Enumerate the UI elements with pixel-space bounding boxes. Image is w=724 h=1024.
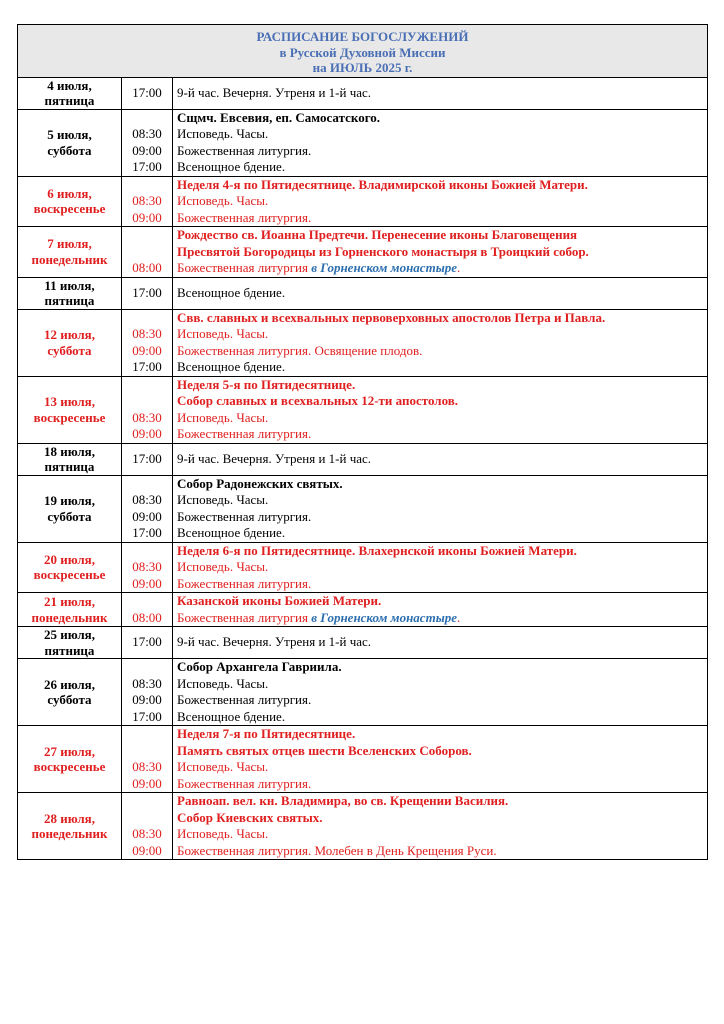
service-line: Исповедь. Часы.	[177, 409, 269, 425]
feast-title: Память святых отцев шести Вселенских Соборов.	[177, 742, 472, 758]
service-cell	[173, 793, 708, 860]
service-time: 08:30	[132, 675, 162, 691]
date-label: 20 июля,	[44, 551, 95, 567]
service-line: Исповедь. Часы.	[177, 193, 269, 208]
schedule-row	[18, 176, 708, 227]
service-line: 9-й час. Вечерня. Утреня и 1-й час.	[177, 450, 372, 466]
service-cell	[173, 176, 708, 227]
date-cell	[18, 277, 122, 309]
service-line: Исповедь. Часы.	[177, 326, 269, 341]
schedule-row	[18, 726, 708, 793]
service-line-end: .	[456, 260, 461, 275]
service-time: 17:00	[132, 159, 162, 174]
time-cell	[122, 309, 173, 376]
service-cell	[173, 726, 708, 793]
feast-title: Неделя 6-я по Пятидесятнице. Влахернской иконы Божией Матери.	[177, 542, 577, 558]
date-label: 27 июля,	[44, 743, 95, 759]
service-time: 08:30	[132, 326, 162, 341]
service-time: 08:30	[132, 826, 162, 841]
feast-title: Собор Архангела Гавриила.	[177, 659, 342, 674]
service-line: 9-й час. Вечерня. Утреня и 1-й час.	[177, 634, 372, 650]
service-line: Божественная литургия.	[177, 508, 312, 524]
schedule-row	[18, 227, 708, 278]
service-time: 08:30	[132, 559, 162, 574]
service-line: Исповедь. Часы.	[177, 759, 269, 774]
schedule-row	[18, 627, 708, 659]
service-cell	[173, 593, 708, 627]
service-time: 09:00	[132, 775, 162, 791]
service-time: 09:00	[132, 142, 162, 158]
service-time: 09:00	[132, 575, 162, 591]
weekday-label: пятница	[44, 293, 95, 308]
service-line-end: .	[456, 609, 461, 625]
time-cell	[122, 77, 173, 109]
service-line: Всенощное бдение.	[177, 708, 286, 724]
service-time: 08:30	[132, 759, 162, 774]
date-label: 13 июля,	[44, 394, 95, 409]
service-line	[177, 610, 707, 627]
service-line: Божественная литургия. Освящение плодов.	[177, 342, 423, 358]
schedule-row	[18, 443, 708, 475]
service-time: 17:00	[132, 84, 162, 100]
time-cell	[122, 659, 173, 726]
date-cell	[18, 309, 122, 376]
service-line: Божественная литургия.	[177, 775, 312, 791]
feast-title: Свв. славных и всехвальных первоверховных апостолов Петра и Павла.	[177, 309, 606, 325]
service-line: Всенощное бдение.	[177, 284, 286, 300]
date-label: 4 июля,	[47, 77, 92, 93]
service-line: Всенощное бдение.	[177, 359, 286, 374]
service-cell	[173, 376, 708, 443]
date-label: 18 июля,	[44, 443, 95, 459]
time-cell	[122, 475, 173, 542]
service-line: Исповедь. Часы.	[177, 559, 269, 574]
service-line: Всенощное бдение.	[177, 159, 286, 174]
weekday-label: суббота	[47, 692, 92, 707]
weekday-label: суббота	[47, 508, 92, 524]
feast-title: Равноап. вел. кн. Владимира, во св. Крещении Василия.	[177, 793, 509, 808]
date-cell	[18, 627, 122, 659]
service-cell	[173, 77, 708, 109]
weekday-label: пятница	[44, 93, 95, 108]
schedule-row	[18, 793, 708, 860]
date-label: 28 июля,	[44, 810, 95, 826]
weekday-label: суббота	[47, 142, 92, 158]
weekday-label: понедельник	[31, 609, 108, 625]
service-line	[177, 260, 707, 277]
schedule-row	[18, 659, 708, 726]
time-cell	[122, 443, 173, 475]
feast-title: Неделя 4-я по Пятидесятнице. Владимирской иконы Божией Матери.	[177, 176, 588, 192]
service-time: 08:00	[132, 609, 162, 625]
weekday-label: воскресенье	[33, 567, 106, 583]
time-cell	[122, 109, 173, 176]
schedule-row	[18, 376, 708, 443]
feast-title: Неделя 5-я по Пятидесятнице.	[177, 376, 356, 392]
date-cell	[18, 793, 122, 860]
date-label: 19 июля,	[44, 493, 95, 508]
header-title: РАСПИСАНИЕ БОГОСЛУЖЕНИЙ	[256, 29, 469, 44]
service-line: 9-й час. Вечерня. Утреня и 1-й час.	[177, 84, 372, 100]
weekday-label: понедельник	[31, 826, 108, 841]
service-line: Исповедь. Часы.	[177, 675, 269, 691]
weekday-label: понедельник	[31, 251, 108, 267]
weekday-label: пятница	[44, 459, 95, 474]
service-cell	[173, 227, 708, 278]
header-month: на ИЮЛЬ 2025 г.	[312, 60, 413, 75]
weekday-label: суббота	[47, 342, 92, 358]
date-label: 5 июля,	[47, 127, 92, 142]
date-label: 25 июля,	[44, 627, 95, 642]
service-time: 17:00	[132, 450, 162, 466]
service-line: Всенощное бдение.	[177, 525, 286, 540]
service-line-text: Божественная литургия	[177, 609, 312, 625]
time-cell	[122, 277, 173, 309]
service-line: Исповедь. Часы.	[177, 126, 269, 141]
date-label: 21 июля,	[44, 594, 95, 609]
service-time: 09:00	[132, 842, 162, 858]
schedule-row	[18, 542, 708, 593]
service-cell	[173, 627, 708, 659]
service-time: 09:00	[132, 209, 162, 225]
service-time: 17:00	[132, 708, 162, 724]
schedule-row	[18, 77, 708, 109]
date-cell	[18, 542, 122, 593]
service-cell	[173, 542, 708, 593]
time-cell	[122, 376, 173, 443]
date-cell	[18, 176, 122, 227]
service-time: 08:30	[132, 126, 162, 141]
service-line: Божественная литургия. Молебен в День Крещения Руси.	[177, 842, 497, 858]
date-label: 6 июля,	[47, 185, 92, 201]
header-row	[18, 25, 708, 78]
service-time: 09:00	[132, 508, 162, 524]
service-line: Исповедь. Часы.	[177, 826, 269, 841]
weekday-label: воскресенье	[33, 759, 106, 774]
time-cell	[122, 176, 173, 227]
feast-title: Рождество св. Иоанна Предтечи. Перенесение иконы Благовещения	[177, 227, 578, 242]
date-label: 12 июля,	[44, 327, 95, 342]
time-cell	[122, 726, 173, 793]
service-time: 09:00	[132, 692, 162, 707]
time-cell	[122, 542, 173, 593]
service-cell	[173, 309, 708, 376]
service-time: 17:00	[132, 634, 162, 650]
time-cell	[122, 227, 173, 278]
time-cell	[122, 593, 173, 627]
service-line-text: Божественная литургия	[177, 260, 312, 275]
date-cell	[18, 593, 122, 627]
weekday-label: пятница	[44, 642, 95, 658]
service-line: Божественная литургия.	[177, 426, 312, 441]
weekday-label: воскресенье	[33, 201, 106, 217]
location-link: в Горненском монастыре	[311, 260, 457, 275]
service-line: Божественная литургия.	[177, 209, 312, 225]
service-cell	[173, 109, 708, 176]
service-line: Божественная литургия.	[177, 142, 312, 158]
date-cell	[18, 77, 122, 109]
date-cell	[18, 227, 122, 278]
schedule-row	[18, 309, 708, 376]
service-time: 17:00	[132, 359, 162, 374]
service-line: Божественная литургия.	[177, 692, 312, 707]
service-cell	[173, 443, 708, 475]
time-cell	[122, 793, 173, 860]
date-cell	[18, 659, 122, 726]
service-time: 08:00	[132, 260, 162, 275]
service-cell	[173, 277, 708, 309]
schedule-row	[18, 277, 708, 309]
feast-title: Собор Радонежских святых.	[177, 475, 343, 491]
date-label: 26 июля,	[44, 676, 95, 692]
location-link: в Горненском монастыре	[311, 609, 457, 625]
feast-title: Пресвятой Богородицы из Горненского монастыря в Троицкий собор.	[177, 243, 589, 259]
schedule-row	[18, 593, 708, 627]
schedule-row	[18, 475, 708, 542]
schedule-table	[17, 24, 708, 860]
feast-title: Сщмч. Евсевия, еп. Самосатского.	[177, 109, 381, 125]
service-time: 17:00	[132, 284, 162, 300]
service-time: 08:30	[132, 492, 162, 507]
service-time: 08:30	[132, 193, 162, 208]
feast-title: Казанской иконы Божией Матери.	[177, 593, 382, 608]
time-cell	[122, 627, 173, 659]
date-label: 7 июля,	[47, 236, 92, 252]
feast-title: Собор Киевских святых.	[177, 809, 323, 825]
date-cell	[18, 109, 122, 176]
service-cell	[173, 659, 708, 726]
schedule-header	[18, 25, 708, 78]
service-line: Исповедь. Часы.	[177, 492, 269, 507]
schedule-row	[18, 109, 708, 176]
date-cell	[18, 475, 122, 542]
weekday-label: воскресенье	[33, 409, 106, 425]
service-time: 08:30	[132, 409, 162, 425]
date-cell	[18, 443, 122, 475]
header-subtitle: в Русской Духовной Миссии	[279, 44, 446, 60]
service-cell	[173, 475, 708, 542]
date-label: 11 июля,	[44, 277, 95, 293]
service-line: Божественная литургия.	[177, 575, 312, 591]
service-time: 09:00	[132, 342, 162, 358]
service-time: 09:00	[132, 426, 162, 441]
date-cell	[18, 726, 122, 793]
service-time: 17:00	[132, 525, 162, 540]
feast-title: Собор славных и всехвальных 12-ти апостолов.	[177, 393, 459, 408]
date-cell	[18, 376, 122, 443]
feast-title: Неделя 7-я по Пятидесятнице.	[177, 726, 356, 741]
